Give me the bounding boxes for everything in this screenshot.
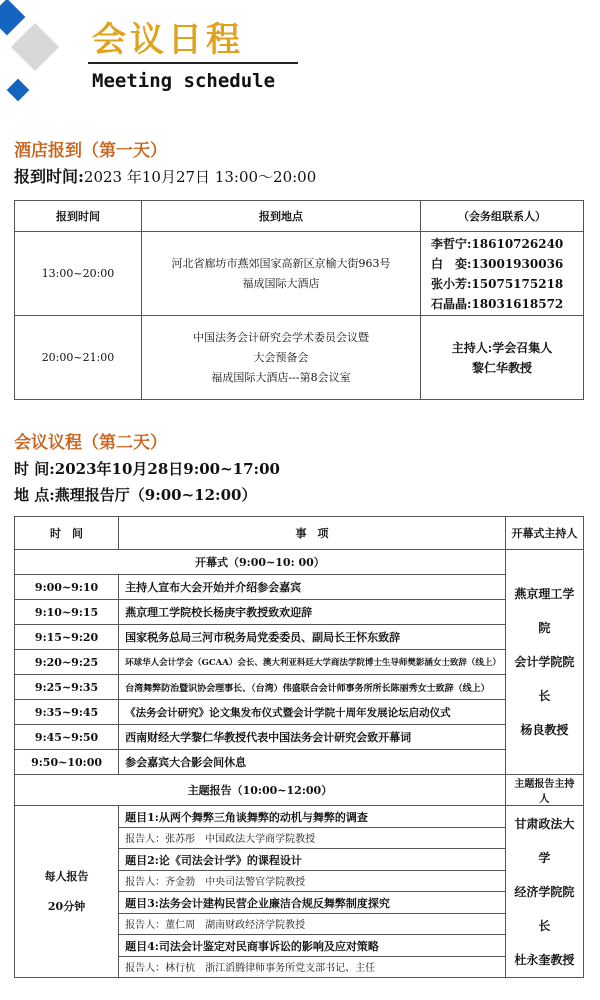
- agenda-item: 国家税务总局三河市税务局党委委员、副局长王怀东致辞: [119, 625, 506, 650]
- header-checkin-place: 报到地点: [142, 201, 421, 232]
- talk-title: 题目4:司法会计鉴定对民商事诉讼的影响及应对策略: [125, 940, 379, 953]
- talk-title: 题目3:法务会计建构民营企业廉洁合规反舞弊制度探究: [125, 897, 390, 910]
- checkin-address: 河北省廊坊市燕郊国家高新区京榆大街963号: [171, 256, 391, 270]
- contact-item: 石晶晶:18031618572: [431, 296, 564, 311]
- day2-place-line: 地 点:燕理报告厅（9:00~12:00）: [14, 486, 257, 504]
- agenda-time: 9:00~9:10: [15, 575, 119, 600]
- agenda-table: [14, 516, 584, 978]
- checkin-time-cell: 13:00~20:00: [15, 232, 142, 316]
- checkin-table: [14, 200, 584, 400]
- blue-diamond-decoration: [0, 0, 25, 35]
- agenda-item: 燕京理工学院校长杨庚宇教授致欢迎辞: [119, 600, 506, 625]
- opening-host-line: 燕京理工学院: [514, 587, 575, 635]
- small-blue-diamond-decoration: [7, 79, 30, 102]
- contact-item: 白 娈:13001930036: [431, 256, 564, 271]
- prep-host-line: 黎仁华教授: [471, 360, 532, 375]
- talk-reporter: 报告人：林行杭 浙江滔腾律师事务所党支部书记、主任: [119, 956, 505, 974]
- title-divider: [88, 62, 298, 64]
- prep-meeting-line: 福成国际大酒店---第8会议室: [211, 370, 351, 384]
- agenda-item: 主持人宣布大会开始并介绍参会嘉宾: [119, 575, 506, 600]
- prep-meeting-place-cell: [142, 316, 421, 400]
- header-checkin-time: 报到时间: [15, 201, 142, 232]
- day1-section-title: 酒店报到（第一天）: [14, 141, 167, 161]
- keynote-host-header: 主题报告主持人: [505, 775, 583, 806]
- contact-item: 张小芳:15075175218: [431, 276, 564, 291]
- agenda-time: 9:45~9:50: [15, 725, 119, 750]
- opening-host-line: 会计学院院长: [514, 655, 575, 703]
- prep-meeting-host-cell: [421, 316, 584, 400]
- agenda-item: 参会嘉宾大合影会间休息: [119, 750, 506, 775]
- talk-title: 题目1:从两个舞弊三角谈舞弊的动机与舞弊的调查: [125, 811, 368, 824]
- day2-section-title: 会议议程（第二天）: [14, 433, 167, 453]
- agenda-item: 西南财经大学黎仁华教授代表中国法务会计研究会致开幕词: [119, 725, 506, 750]
- header-time: 时 间: [15, 517, 119, 550]
- day1-time-line: [14, 164, 316, 187]
- day1-time-value: 2023 年10月27日 13:00～20:00: [83, 168, 317, 186]
- contact-item: 李哲宁:18610726240: [431, 236, 564, 251]
- talk-reporter: 报告人：董仁周 湖南财政经济学院教授: [119, 913, 505, 931]
- opening-host-line: 杨良教授: [520, 723, 569, 737]
- talk-cell: [119, 806, 506, 849]
- talk-reporter: 报告人：张苏彤 中国政法大学商学院教授: [119, 827, 505, 845]
- agenda-time: 9:10~9:15: [15, 600, 119, 625]
- day1-time-label: 报到时间:: [14, 167, 84, 186]
- keynote-duration-cell: [15, 806, 119, 978]
- opening-host-cell: [505, 550, 583, 775]
- day2-time-line: 时 间:2023年10月28日9:00~17:00: [14, 460, 280, 478]
- page-title: 会议日程: [92, 20, 244, 60]
- agenda-item: 环球华人会计学会（GCAA）会长、澳大利亚科廷大学商法学院博士生导师樊影涵女士致辞（线上）: [119, 650, 506, 675]
- keynote-host-line: 杜永奎教授: [514, 952, 575, 967]
- talk-cell: [119, 892, 506, 935]
- prep-meeting-line: 中国法务会计研究会学术委员会议暨: [193, 330, 369, 344]
- prep-meeting-time-cell: 20:00~21:00: [15, 316, 142, 400]
- keynote-duration-line: 每人报告: [44, 869, 89, 883]
- keynote-host-cell: [505, 806, 583, 978]
- talk-reporter: 报告人：齐金勃 中央司法警官学院教授: [119, 870, 505, 888]
- checkin-place-cell: [142, 232, 421, 316]
- header-opening-host: 开幕式主持人: [505, 517, 583, 550]
- keynote-title: 主题报告（10:00~12:00）: [15, 775, 506, 806]
- header-item: 事 项: [119, 517, 506, 550]
- page-subtitle: Meeting schedule: [92, 70, 276, 92]
- agenda-time: 9:20~9:25: [15, 650, 119, 675]
- keynote-host-line: 经济学院院长: [514, 884, 575, 933]
- agenda-time: 9:25~9:35: [15, 675, 119, 700]
- agenda-time: 9:15~9:20: [15, 625, 119, 650]
- agenda-time: 9:50~10:00: [15, 750, 119, 775]
- opening-ceremony-title: 开幕式（9:00~10: 00）: [15, 550, 506, 575]
- header-contacts: （会务组联系人）: [421, 201, 584, 232]
- talk-title: 题目2:论《司法会计学》的课程设计: [125, 854, 302, 867]
- agenda-item: 《法务会计研究》论文集发布仪式暨会计学院十周年发展论坛启动仪式: [119, 700, 506, 725]
- agenda-item: 台湾舞弊防治暨识协会理事长、（台湾）伟盛联合会计师事务所所长陈丽秀女士致辞（线上）: [119, 675, 506, 700]
- prep-meeting-line: 大会预备会: [253, 350, 309, 364]
- keynote-duration-line: 20分钟: [47, 899, 86, 913]
- contacts-cell: [421, 232, 584, 316]
- keynote-host-line: 甘肃政法大学: [514, 816, 575, 865]
- talk-cell: [119, 849, 506, 892]
- prep-host-line: 主持人:学会召集人: [451, 340, 553, 355]
- gray-diamond-decoration: [11, 23, 59, 71]
- talk-cell: [119, 935, 506, 978]
- agenda-time: 9:35~9:45: [15, 700, 119, 725]
- checkin-hotel: 福成国际大酒店: [242, 276, 320, 290]
